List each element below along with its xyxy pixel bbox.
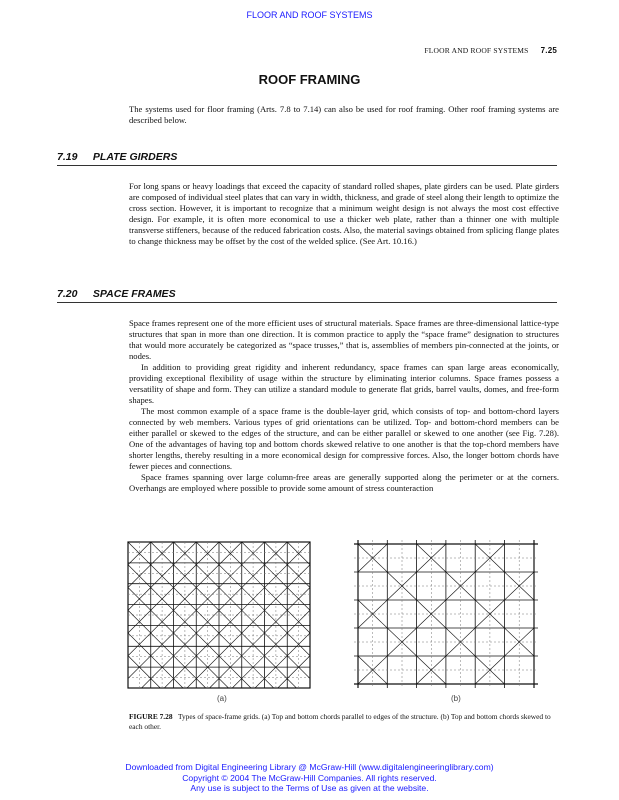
figure-caption-text: Types of space-frame grids. (a) Top and bottom chords parallel to edges of the structure. (b) Top and bottom chords skewed to each other. [129,712,551,731]
figure-caption-label: FIGURE 7.28 [129,712,173,721]
space-frames-paragraph: The most common example of a space frame is the double-layer grid, which consists of top- and bottom-chord layers connected by web members. Various types of grid orientations can be utilized. Top- and bottom-chord members can be either parallel or skewed to the edges of the structure, and can be either parallel or skewed to one another (see Fig. 7.28). One of the advantages of having top and bottom chords skewed relative to one another is that the top-chord members have shorter lengths, thereby resulting in a more economical design for compressive forces. Also, the longer bottom chords have fewer pieces and connections. [129,406,559,471]
footer-download-link[interactable]: Downloaded from Digital Engineering Library @ McGraw-Hill (www.digitalengineeringlibrary.com) [125,762,494,772]
figure-a-grid-diagram [127,541,311,689]
footer-copyright: Copyright © 2004 The McGraw-Hill Companies. All rights reserved. [182,772,437,783]
intro-paragraph: The systems used for floor framing (Arts. 7.8 to 7.14) can also be used for roof framing. Other roof framing systems are described below. [129,104,559,125]
section-number: 7.19 [57,151,78,163]
footer [0,762,619,794]
footer-terms: Any use is subject to the Terms of Use as given at the website. [190,783,429,793]
figure-label-b: (b) [451,694,461,703]
top-banner: FLOOR AND ROOF SYSTEMS [246,10,373,20]
figure-b-grid-diagram [354,540,538,688]
section-title: PLATE GIRDERS [92,151,178,163]
space-frames-paragraph: In addition to providing great rigidity and inherent redundancy, space frames can span large areas economically, providing exceptional flexibility of usage within the structure by eliminating interior columns. Space frames possess a versatility of shape and form. They can utilize a standard module to generate flat grids, barrel vaults, domes, and free-form shapes. [129,362,559,405]
space-frames-body [129,318,559,494]
chapter-title: ROOF FRAMING [258,72,361,87]
running-head-title: FLOOR AND ROOF SYSTEMS [424,46,529,55]
section-number: 7.20 [57,288,78,300]
running-head [424,46,557,55]
figure-label-a: (a) [217,694,227,703]
space-frames-paragraph: Space frames represent one of the more efficient uses of structural materials. Space frames are three-dimensional lattice-type structures that span in more than one direction. It is common practice to apply the “space frame” designation to structures that would more accurately be categorized as “space trusses,” that is, assemblies of members pin-connected at the joints, or nodes. [129,318,559,361]
plate-girders-paragraph: For long spans or heavy loadings that exceed the capacity of standard rolled shapes, plate girders can be used. Plate girders are composed of individual steel plates that can vary in width, thickness, and grade of steel along their length to optimize the cross section. However, it is important to recognize that a minimum weight design is not always the most cost effective design. For example, it is often more economical to use a thicker web plate, rather than a thinner one with multiple transverse stiffeners, because of the reduced fabrication costs. Also, the material savings obtained from splicing flange plates to change thickness may be offset by the cost of the welded splice. (See Art. 10.16.) [129,181,559,246]
figure-caption [129,712,559,732]
section-title: SPACE FRAMES [92,288,176,300]
section-heading-space-frames [57,288,557,303]
page-number: 7.25 [540,46,557,55]
section-heading-plate-girders [57,151,557,166]
space-frames-paragraph: Space frames spanning over large column-free areas are generally supported along the perimeter or at the corners. Overhangs are employed where possible to provide some amount of stress counteraction [129,472,559,493]
